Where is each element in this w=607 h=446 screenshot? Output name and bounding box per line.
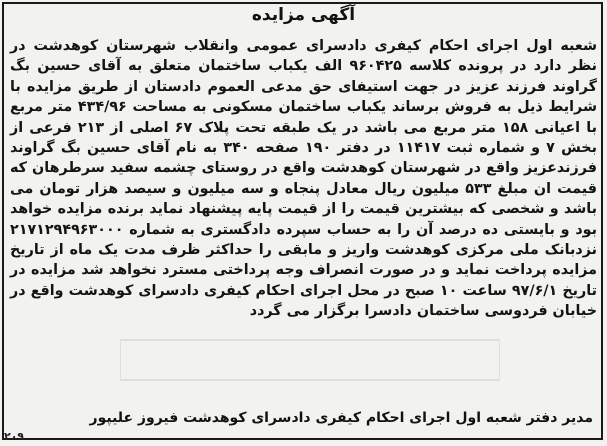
notice-title: آگهی مزایده <box>251 5 356 25</box>
notice-body: شعبه اول اجرای احکام کیفری دادسرای عمومی وانقلاب شهرستان کوهدشت در نظر دارد در پرونده کلاسه ۹۶۰۴۲۵ الف یکباب ساختمان متعلق به آقای حسین بگ گراوند فرزند عزیز در جهت استیفای حق مدعی العموم دادستان از طریق مزایده با شرایط ذیل به فروش برساند یکباب ساختمان مسکونی به مساحت ۴۳۴/۹۶ متر مربع با اعیانی ۱۵۸ متر مربع می باشد در یک طبقه تحت پلاک ۶۷ اصلی از ۲۱۳ فرعی از بخش ۷ و شماره ثبت ۱۱۴۱۷ در دفتر ۱۹۰ صفحه ۳۴۰ به نام آقای حسین بگ گراوند فرزندعزیز واقع در شهرستان کوهدشت واقع در روستای چشمه سفید سرطرهان که قیمت ان مبلغ ۵۳۳ میلیون ریال معادل پنجاه و سه میلیون و سیصد هزار تومان می باشد و شخصی که بیشترین قیمت را از قیمت پایه پیشنهاد نماید برنده مزایده خواهد بود و بایستی ده درصد آن را به حساب سپرده دادگستری به شماره ۲۱۷۱۲۹۴۹۶۳۰۰۰ نزدبانک ملی مرکزی کوهدشت واریز و مابقی را حداکثر ظرف مدت یک ماه از تاریخ مزایده پرداخت نماید و در صورت انصراف وجه پرداختی مسترد نخواهد شد مزایده در تاریخ ۹۷/۶/۱ ساعت ۱۰ صبح در محل اجرای احکام کیفری دادسرای کوهدشت واقع در خیابان فردوسی ساختمان دادسرا برگزار می گردد <box>10 38 597 320</box>
notice-signature: مدیر دفتر شعبه اول اجرای احکام کیفری دادسرای کوهدشت فیروز علیپور <box>89 410 593 426</box>
page-number: ۲۰۹ <box>4 430 25 443</box>
